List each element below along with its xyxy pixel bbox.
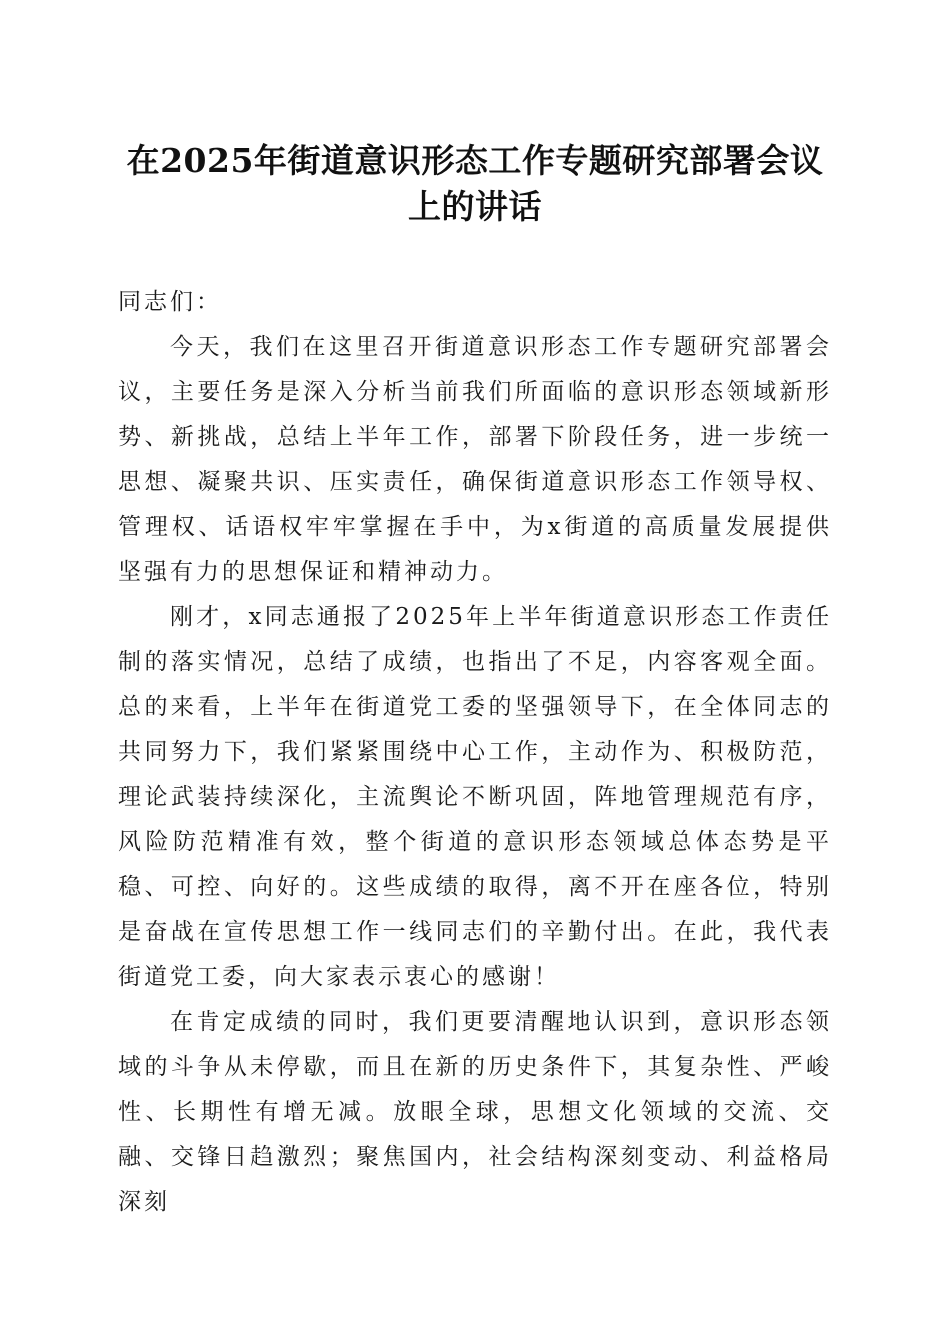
paragraph-achievements: 刚才，x同志通报了2025年上半年街道意识形态工作责任制的落实情况，总结了成绩，也指出了不足，内容客观全面。总的来看，上半年在街道党工委的坚强领导下，在全体同志的共同努力下，我们紧紧围绕中心工作，主动作为、积极防范，理论武装持续深化，主流舆论不断巩固，阵地管理规范有序，风险防范精准有效，整个街道的意识形态领域总体态势是平稳、可控、向好的。这些成绩的取得，离不开在座各位，特别是奋战在宣传思想工作一线同志们的辛勤付出。在此，我代表街道党工委，向大家表示衷心的感谢！ bbox=[118, 604, 832, 990]
document-body bbox=[118, 280, 832, 1225]
paragraph-challenges: 在肯定成绩的同时，我们更要清醒地认识到，意识形态领域的斗争从未停歇，而且在新的历史条件下，其复杂性、严峻性、长期性有增无减。放眼全球，思想文化领域的交流、交融、交锋日趋激烈；聚焦国内，社会结构深刻变动、利益格局深刻 bbox=[118, 1009, 832, 1215]
salutation: 同志们： bbox=[118, 289, 222, 315]
paragraph-opening: 今天，我们在这里召开街道意识形态工作专题研究部署会议，主要任务是深入分析当前我们所面临的意识形态领域新形势、新挑战，总结上半年工作，部署下阶段任务，进一步统一思想、凝聚共识、压实责任，确保街道意识形态工作领导权、管理权、话语权牢牢掌握在手中，为x街道的高质量发展提供坚强有力的思想保证和精神动力。 bbox=[118, 334, 832, 585]
document-title: 在2025年街道意识形态工作专题研究部署会议上的讲话 bbox=[126, 141, 824, 226]
